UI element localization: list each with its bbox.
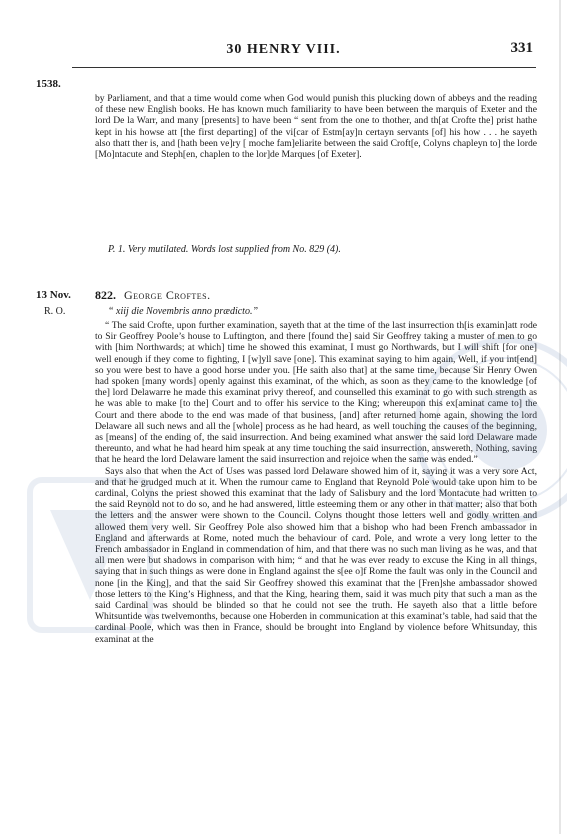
source-footnote: P. 1. Very mutilated. Words lost supplied from No. 829 (4). [108, 244, 341, 255]
entry-paragraph-2: Says also that when the Act of Uses was passed lord Delaware showed him of it, saying it was a very sore Act, and that he grudged much at it. When the rumour came to England that Reynold Pole would take upon him to be cardinal, Colyns the priest showed this examinat that the lady of Salisbury and the lord Montacute had written to the said Reynold not to do so, and he had answered, little esteeming them or any other in that matter; also that both the letters and the answer were shown to the Council. Colyns thought those letters well and godly written and allowed them very well. Sir Geoffrey Pole also showed him that a bishop who had been French ambassador in England and afterwards at Rome, noted much the behaviour of card. Pole, and wrote a very long letter to the French ambassador in England in commendation of him, and that there was no such man living as he was, and that all men were but shadows in comparison with him; “ and that he was ever ready to excuse the King in all things, saying that in such things as were done in England against the s[ee o]f Rome the fault was only in the Council and none [in the King], and that the said Sir Geoffrey showed this examinat that the [Fren]she ambassador showed those letters to the King’s Highness, and that the King, hearing them, said it was much pity that such a man as the said Cardinal was should be blinded so that he could not see the truth. He sayeth also that a little before Whitsuntide was twelvemonths, because one Hoberden in communication at this examinat’s table, had said that the cardinal Poole, which was then in France, should be brought into England by violence before Whitsunday, this examinat at the [95, 465, 537, 645]
margin-entry-source: R. O. [44, 306, 66, 317]
entry-date-line: “ xiij die Novembris anno prædicto.” [108, 306, 258, 317]
page-header [0, 40, 567, 64]
page-number: 331 [510, 40, 533, 56]
continued-text-block [95, 93, 537, 160]
margin-year: 1538. [36, 78, 61, 90]
scan-edge [559, 0, 561, 834]
continued-paragraph: by Parliament, and that a time would come when God would punish this plucking down of abbeys and the reading of these new English books. He has known much familiarity to have been between the marquis of Exeter and the lord De la Warr, and many [presents] to have been “ sent from the one to thother, and th[at Crofte the] prist hathe kept in his howse att [the first departing] of the vi[car of Estm[ay]n certayn servants [of] his how . . . he sayeth also thatt ther is, and [hath been ve]ry [ moche fam]eliarite between the said Croft[e, Colyns chapleyn to] the lorde [Mo]ntacute and Steph[en, chaplen to the lor]de Marques [of Exeter]. [95, 93, 537, 161]
entry-paragraph-1: “ The said Crofte, upon further examination, sayeth that at the time of the last insurrection th[is examin]att rode to Sir Geoffrey Poole’s house to Luftington, and there [found the] said Sir Geoffrey taking a muster of men to go with [him Northwards; at which] time he showed this examinat, I must go Northwards, but I will shift [for one] well enough if they come to fighting, I [w]yll save [one]. This examinat saying to him again, Well, if you int[end] so you were best to have a good horse under you. [He saith also that] at the same time, because Sir Henry Owen had spoken [many words] openly against this examinat, of the which, as soon as they came to the knowledge [of the] lord Delawarre he made this examinat privy thereof, and counselled this examinat to go with such strength as he was able to make [to the] Court and to offer his service to the King; whereupon this ex[aminat came to] the Court and there abode to the end was made of that business, [and] after returned home again, showing the lord Delaware all such news and all the [whole] process as he had heard, as well touching the causes of the beginning, as [means] of the ending of, the said insurrection. And being examined what answer the said lord Delaware made thereunto, and what he had heard him speak at any time touching the said insurrection, answereth, Nothing, saving that he heard the lord Delaware lament the said insurrection and rejoice when the same was ended.” [95, 320, 537, 466]
margin-entry-date: 13 Nov. [36, 289, 71, 301]
entry-text-block [95, 320, 537, 645]
header-rule [72, 67, 536, 68]
running-title: 30 HENRY VIII. [226, 42, 341, 57]
entry-name: George Croftes. [124, 288, 211, 302]
entry-number: 822. [95, 288, 116, 302]
entry-heading [95, 288, 211, 303]
